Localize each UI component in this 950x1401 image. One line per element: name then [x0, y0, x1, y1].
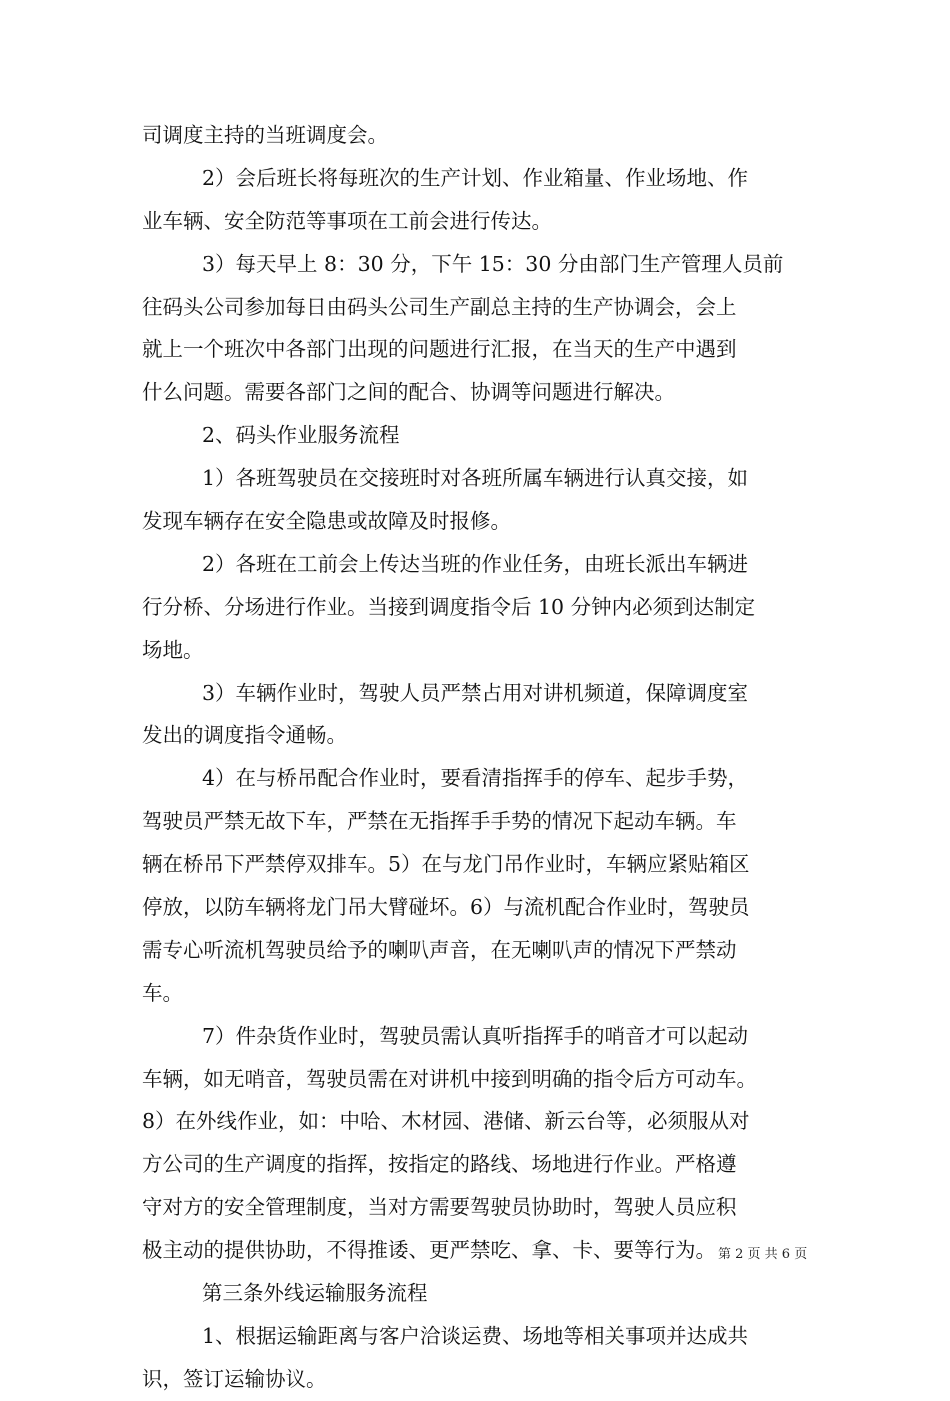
- text-line: 车。: [142, 980, 183, 1005]
- body-text: [142, 114, 810, 1401]
- text-line: 3）每天早上 8：30 分，下午 15：30 分由部门生产管理人员前: [202, 251, 784, 276]
- text-line: 2）会后班长将每班次的生产计划、作业箱量、作业场地、作: [202, 165, 749, 190]
- text-line: 司调度主持的当班调度会。: [142, 123, 388, 147]
- text-line: 第三条外线运输服务流程: [202, 1281, 428, 1306]
- text-line: 车辆，如无哨音，驾驶员需在对讲机中接到明确的指令后方可动车。: [142, 1066, 757, 1091]
- text-line: 2）各班在工前会上传达当班的作业任务，由班长派出车辆进: [202, 551, 749, 576]
- text-line: 1）各班驾驶员在交接班时对各班所属车辆进行认真交接，如: [202, 466, 749, 491]
- page-number-footer: 第 2 页 共 6 页: [718, 1247, 808, 1262]
- text-line: 往码头公司参加每日由码头公司生产副总主持的生产协调会，会上: [142, 294, 737, 319]
- text-line: 场地。: [142, 637, 204, 662]
- text-line: 停放，以防车辆将龙门吊大臂碰坏。6）与流机配合作业时，驾驶员: [142, 895, 750, 920]
- text-line: 4）在与桥吊配合作业时，要看清指挥手的停车、起步手势，: [202, 766, 749, 791]
- text-line: 需专心听流机驾驶员给予的喇叭声音，在无喇叭声的情况下严禁动: [142, 937, 737, 962]
- text-line: 驾驶员严禁无故下车，严禁在无指挥手手势的情况下起动车辆。车: [142, 809, 737, 834]
- text-line: 3）车辆作业时，驾驶人员严禁占用对讲机频道，保障调度室: [202, 680, 749, 705]
- text-line: 辆在桥吊下严禁停双排车。5）在与龙门吊作业时，车辆应紧贴箱区: [142, 852, 750, 877]
- text-line: 识，签订运输协议。: [142, 1366, 327, 1391]
- text-line: 就上一个班次中各部门出现的问题进行汇报，在当天的生产中遇到: [142, 337, 737, 362]
- text-line: 发现车辆存在安全隐患或故障及时报修。: [142, 509, 511, 534]
- text-line: 2、码头作业服务流程: [202, 423, 400, 448]
- text-line: 什么问题。需要各部门之间的配合、协调等问题进行解决。: [142, 380, 675, 405]
- text-line: 7）件杂货作业时，驾驶员需认真听指挥手的哨音才可以起动: [202, 1023, 749, 1048]
- text-line: 1、根据运输距离与客户洽谈运费、场地等相关事项并达成共: [202, 1323, 749, 1348]
- text-line: 发出的调度指令通畅。: [142, 723, 347, 748]
- text-line: 8）在外线作业，如：中哈、木材园、港储、新云台等，必须服从对: [142, 1109, 750, 1134]
- text-line: 守对方的安全管理制度，当对方需要驾驶员协助时，驾驶人员应积: [142, 1195, 737, 1220]
- text-line: 方公司的生产调度的指挥，按指定的路线、场地进行作业。严格遵: [142, 1152, 737, 1177]
- text-line: 极主动的提供协助，不得推诿、更严禁吃、拿、卡、要等行为。: [142, 1238, 716, 1263]
- text-line: 行分桥、分场进行作业。当接到调度指令后 10 分钟内必须到达制定: [142, 594, 756, 619]
- text-line: 业车辆、安全防范等事项在工前会进行传达。: [142, 208, 552, 233]
